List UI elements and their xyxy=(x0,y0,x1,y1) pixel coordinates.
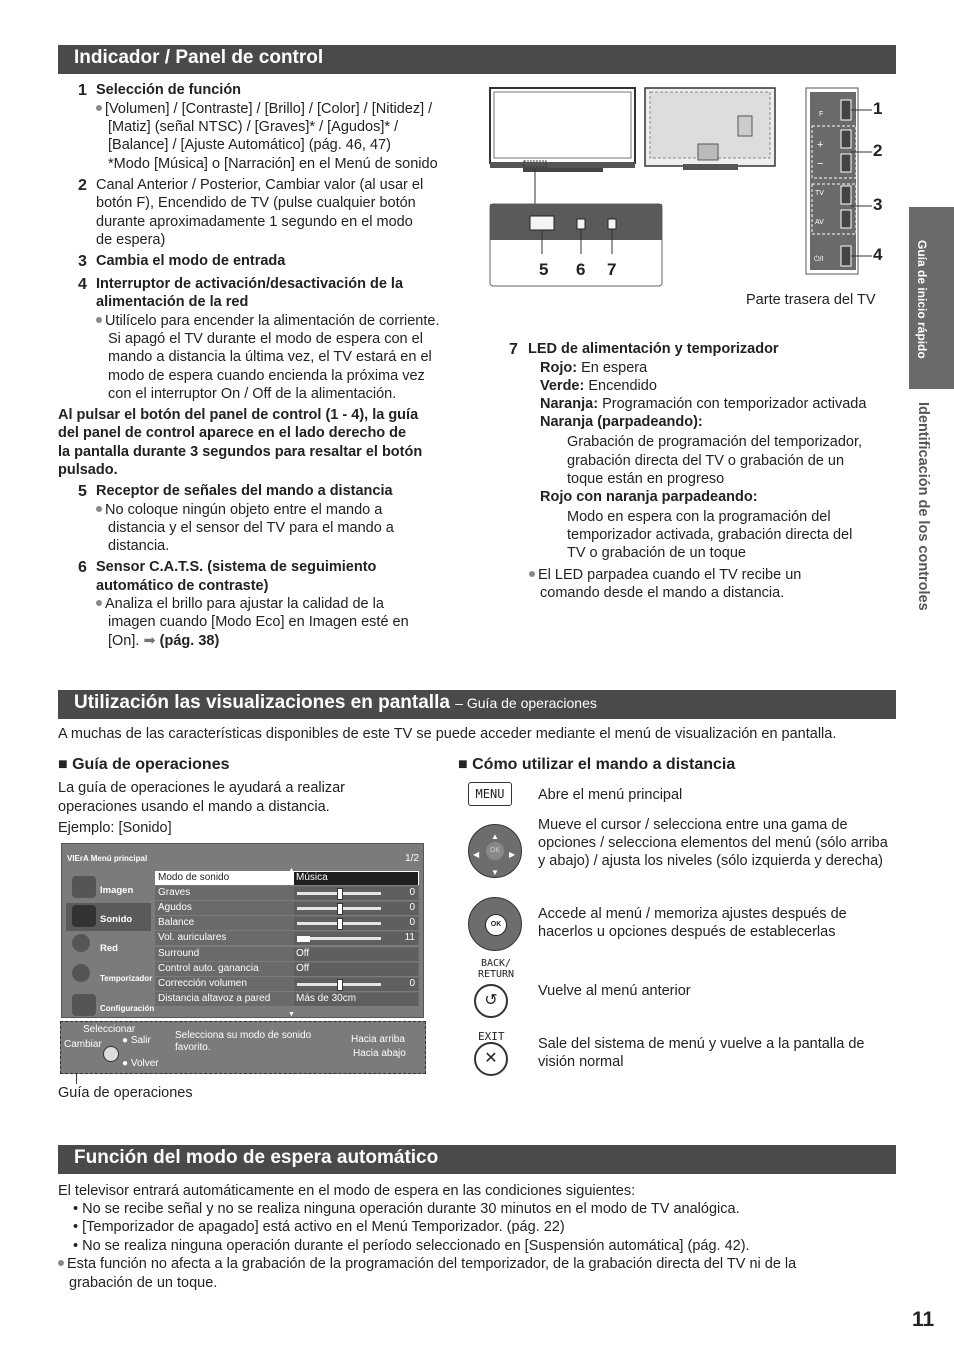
item-title: LED de alimentación y temporizador xyxy=(528,341,779,357)
led-row: Naranja: Programación con temporizador activada xyxy=(540,396,867,412)
menu-row[interactable] xyxy=(155,977,419,991)
item-text: [On]. ➡ (pág. 38) xyxy=(108,633,220,649)
slider-knob[interactable] xyxy=(297,936,310,942)
callout-1: 1 xyxy=(873,99,883,118)
led-note: comando desde el mando a distancia. xyxy=(540,585,785,601)
item-number: 1 xyxy=(78,82,87,99)
bullet-item: • No se realiza ninguna operación durante el período seleccionado en [Suspensión automática] (pág. 42). xyxy=(73,1238,750,1254)
item-text: modo de espera cuando encienda la próxima vez xyxy=(108,368,425,384)
menu-row[interactable] xyxy=(155,931,419,945)
led-note: El LED parpadea cuando el TV recibe un xyxy=(529,566,801,584)
para-text: operaciones usando el mando a distancia. xyxy=(58,799,330,815)
item-text: Canal Anterior / Posterior, Cambiar valor (al usar el xyxy=(96,177,424,193)
guide-down: Hacia abajo xyxy=(353,1048,406,1059)
led-row: Rojo: En espera xyxy=(540,360,648,376)
menu-row[interactable] xyxy=(155,886,419,900)
item-title: Receptor de señales del mando a distancia xyxy=(96,483,393,499)
arrow-right-icon: ➡ xyxy=(143,633,156,649)
guide-up: Hacia arriba xyxy=(351,1034,405,1045)
guide-exit: ● Salir xyxy=(122,1035,151,1046)
section-title: Utilización las visualizaciones en pantalla – Guía de operaciones xyxy=(74,692,597,713)
item-title: automático de contraste) xyxy=(96,578,269,594)
exit-icon: ✕ xyxy=(474,1042,508,1076)
item-text: [Balance] / [Ajuste Automático] (pág. 46, 47) xyxy=(108,137,391,153)
item-title: Selección de función xyxy=(96,82,242,98)
back-return-icon: ↺ xyxy=(474,984,508,1018)
note-text: la pantalla durante 3 segundos para resaltar el botón xyxy=(58,444,423,460)
menu-row[interactable] xyxy=(155,916,419,930)
dpad-icon xyxy=(103,1046,119,1062)
side-tab-label: Identificación de los controles xyxy=(915,402,931,611)
slider-knob[interactable] xyxy=(337,918,343,930)
music-note-icon xyxy=(72,905,96,927)
page-number: 11 xyxy=(912,1308,935,1331)
menu-row[interactable] xyxy=(155,992,419,1006)
subsection-heading: ■ Cómo utilizar el mando a distancia xyxy=(458,756,736,773)
callout-7: 7 xyxy=(607,260,617,279)
menu-row-value: Off xyxy=(296,947,310,959)
menu-row-label: Distancia altavoz a pared xyxy=(158,992,271,1004)
globe-icon xyxy=(72,934,90,952)
callout-4: 4 xyxy=(873,245,883,264)
panel-key-f: F xyxy=(819,111,824,118)
bullet-item: • No se recibe señal y no se realiza ninguna operación durante 30 minutos en el modo de TV analógica. xyxy=(73,1201,740,1217)
callout-2: 2 xyxy=(873,141,883,160)
callout-line xyxy=(76,1074,77,1084)
slider-knob[interactable] xyxy=(337,888,343,900)
led-text: Grabación de programación del temporizador, xyxy=(567,434,862,450)
led-text: Modo en espera con la programación del xyxy=(567,509,831,525)
menu-row-label: Graves xyxy=(158,887,191,899)
item-number: 6 xyxy=(78,559,87,576)
remote-desc: Accede al menú / memoriza ajustes después de hacerlos u opciones después de establecerlas xyxy=(538,906,847,940)
item-number: 3 xyxy=(78,253,87,270)
menu-brand: VIErA Menú principal xyxy=(67,854,148,863)
item-text: No coloque ningún objeto entre el mando a xyxy=(96,501,382,519)
led-text: toque están en progreso xyxy=(567,471,725,487)
item-number: 7 xyxy=(509,341,518,358)
diagram-caption: Parte trasera del TV xyxy=(746,292,876,308)
item-text: *Modo [Música] o [Narración] en el Menú de sonido xyxy=(108,156,438,172)
scroll-down-icon: ▼ xyxy=(288,1011,295,1018)
led-row: Naranja (parpadeando): xyxy=(540,414,703,430)
menu-category-configuracion: Configuración xyxy=(66,992,151,1018)
item-text: [Volumen] / [Contraste] / [Brillo] / [Color] / [Nitidez] / xyxy=(96,100,432,118)
menu-row-value: Off xyxy=(296,962,310,974)
menu-category-red: Red xyxy=(66,932,151,960)
dpad-icon: OK ▲ ▼ ◀ ▶ xyxy=(468,824,522,878)
guide-select: Seleccionar xyxy=(83,1024,136,1035)
remote-desc: Vuelve al menú anterior xyxy=(538,983,691,999)
sound-menu-screenshot xyxy=(61,843,424,1018)
exit-key-label: EXIT xyxy=(478,1030,505,1043)
led-text: TV o grabación de un toque xyxy=(567,545,746,561)
guide-change: Cambiar xyxy=(64,1039,102,1050)
item-text: durante aproximadamente 1 segundo en el modo xyxy=(96,214,413,230)
section-title: Función del modo de espera automático xyxy=(74,1147,439,1168)
led-text: temporizador activada, grabación directa del xyxy=(567,527,853,543)
menu-page: 1/2 xyxy=(405,853,419,864)
remote-desc: Abre el menú principal xyxy=(538,787,683,803)
section-header-auto-standby xyxy=(58,1145,896,1174)
para-text: La guía de operaciones le ayudará a realizar xyxy=(58,780,345,796)
note-text: Al pulsar el botón del panel de control (1 - 4), la guía xyxy=(58,407,419,423)
section-intro: A muchas de las características disponibles de este TV se puede acceder mediante el menú de visualización en pantalla. xyxy=(58,726,837,742)
panel-key-power: ⏻/I xyxy=(814,256,824,263)
menu-category-temporizador: Temporizador xyxy=(66,962,151,990)
menu-row-value: Más de 30cm xyxy=(296,992,357,1004)
menu-category-imagen: Imagen xyxy=(66,874,151,902)
menu-row-number: 0 xyxy=(409,917,415,929)
menu-row-number: 0 xyxy=(409,887,415,899)
item-text: de espera) xyxy=(96,232,166,248)
section-header-on-screen xyxy=(58,690,896,719)
callout-6: 6 xyxy=(576,260,586,279)
menu-key-icon: MENU xyxy=(468,782,512,806)
menu-row-number: 0 xyxy=(409,977,415,989)
guide-back: ● Volver xyxy=(122,1058,159,1069)
menu-row-label: Vol. auriculares xyxy=(158,932,227,944)
section-header-control-panel xyxy=(58,45,896,74)
led-text: grabación directa del TV o grabación de un xyxy=(567,453,845,469)
section-intro: El televisor entrará automáticamente en el modo de espera en las condiciones siguientes: xyxy=(58,1183,636,1199)
para-text: Ejemplo: [Sonido] xyxy=(58,820,172,836)
section-title: Indicador / Panel de control xyxy=(74,47,324,68)
menu-row[interactable] xyxy=(155,901,419,915)
menu-row-label: Agudos xyxy=(158,902,192,914)
item-title: Cambia el modo de entrada xyxy=(96,253,286,269)
menu-row-label: Corrección volumen xyxy=(158,977,247,989)
item-text: Si apagó el TV durante el modo de espera con el xyxy=(108,331,423,347)
wrench-icon xyxy=(72,994,96,1016)
clock-icon xyxy=(72,964,90,982)
item-title: alimentación de la red xyxy=(96,294,249,310)
picture-icon xyxy=(72,876,96,898)
item-text: imagen cuando [Modo Eco] en Imagen esté en xyxy=(108,614,409,630)
note-text: pulsado. xyxy=(58,462,118,478)
slider-knob[interactable] xyxy=(337,903,343,915)
item-text: distancia. xyxy=(108,538,170,554)
tv-illustration xyxy=(488,86,898,291)
ok-button-icon: OK xyxy=(468,897,522,951)
item-number: 2 xyxy=(78,177,87,194)
item-text: botón F), Encendido de TV (pulse cualquier botón xyxy=(96,195,416,211)
item-number: 4 xyxy=(78,276,87,293)
menu-row-label: Modo de sonido xyxy=(158,872,230,883)
panel-key-minus: − xyxy=(817,158,824,170)
item-text: mando a distancia la última vez, el TV estará en el xyxy=(108,349,432,365)
note-text: Esta función no afecta a la grabación de la programación del temporizador, de la grabación directa del TV ni de la xyxy=(58,1255,796,1273)
menu-category-sonido: Sonido xyxy=(66,903,151,931)
operation-guide-bar xyxy=(60,1021,426,1074)
item-title: Sensor C.A.T.S. (sistema de seguimiento xyxy=(96,559,377,575)
menu-row[interactable] xyxy=(155,871,419,885)
menu-row-value: Música xyxy=(296,872,328,883)
menu-row-label: Balance xyxy=(158,917,195,929)
tv-diagram xyxy=(488,86,898,291)
guide-caption: Guía de operaciones xyxy=(58,1085,193,1101)
note-text: grabación de un toque. xyxy=(69,1275,218,1291)
remote-desc: Mueve el cursor / selecciona entre una gama de opciones / selecciona elementos del menú (sólo arriba y abajo) / ajusta los niveles (sólo izquierda y derecha) xyxy=(538,817,888,869)
back-key-label: BACK/ RETURN xyxy=(477,958,515,980)
item-text: con el interruptor On / Off de la alimentación. xyxy=(108,386,397,402)
led-row: Verde: Encendido xyxy=(540,378,657,394)
panel-key-plus: + xyxy=(817,139,824,151)
menu-row[interactable] xyxy=(155,962,419,976)
note-text: del panel de control aparece en el lado derecho de xyxy=(58,425,407,441)
item-text: Analiza el brillo para ajustar la calidad de la xyxy=(96,595,384,613)
item-text: Utilícelo para encender la alimentación de corriente. xyxy=(96,312,440,330)
panel-key-tv: TV xyxy=(815,190,824,197)
subsection-heading: ■ Guía de operaciones xyxy=(58,756,230,773)
menu-row-number: 11 xyxy=(404,932,415,944)
callout-3: 3 xyxy=(873,195,883,214)
menu-row-label: Control auto. ganancia xyxy=(158,962,259,974)
led-row: Rojo con naranja parpadeando: xyxy=(540,489,758,505)
item-text: [Matiz] (señal NTSC) / [Graves]* / [Agudos]* / xyxy=(108,119,399,135)
callout-5: 5 xyxy=(539,260,549,279)
item-text: distancia y el sensor del TV para el mando a xyxy=(108,520,394,536)
menu-row-label: Surround xyxy=(158,947,200,959)
remote-desc: Sale del sistema de menú y vuelve a la pantalla de visión normal xyxy=(538,1036,865,1070)
menu-row[interactable] xyxy=(155,947,419,961)
side-tab-label: Guía de inicio rápido xyxy=(915,240,929,359)
item-title: Interruptor de activación/desactivación de la xyxy=(96,276,404,292)
item-number: 5 xyxy=(78,483,87,500)
guide-description: Selecciona su modo de sonido favorito. xyxy=(175,1030,312,1053)
panel-key-av: AV xyxy=(815,219,824,226)
slider-knob[interactable] xyxy=(337,979,343,991)
bullet-item: • [Temporizador de apagado] está activo en el Menú Temporizador. (pág. 22) xyxy=(73,1219,565,1235)
menu-row-number: 0 xyxy=(409,902,415,914)
